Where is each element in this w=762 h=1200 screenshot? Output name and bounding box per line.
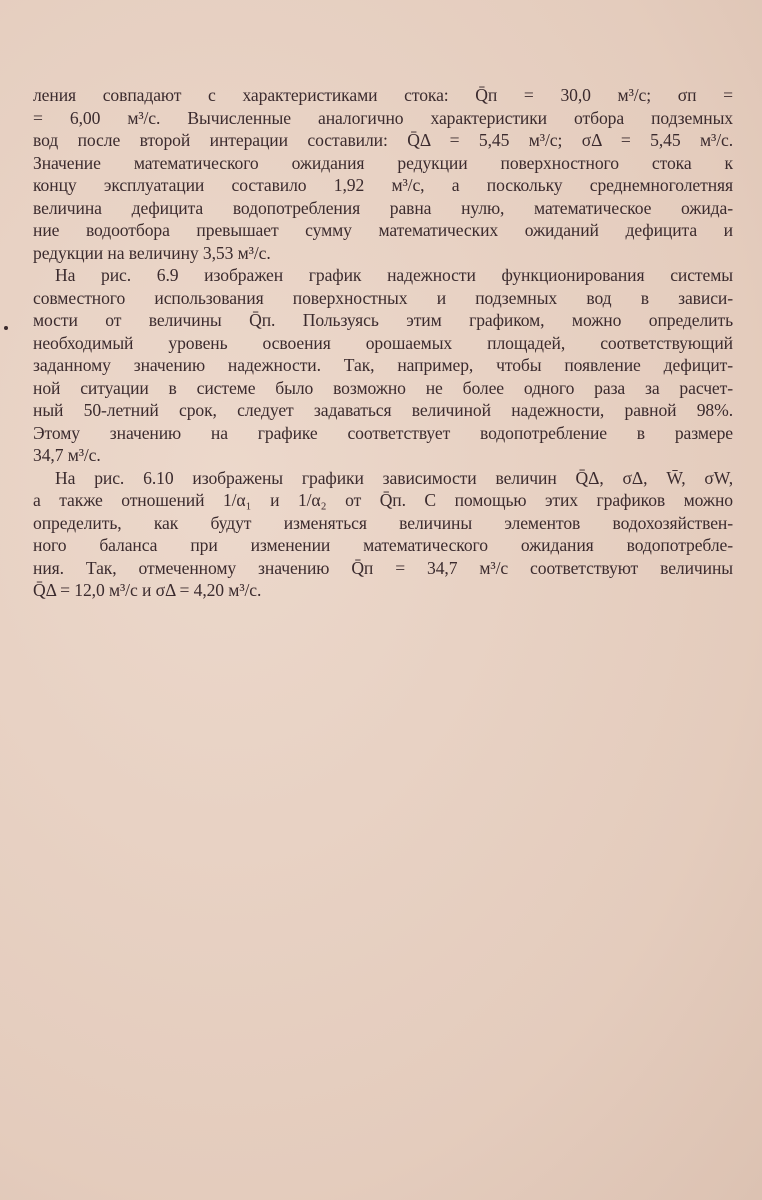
paragraph — [33, 264, 733, 467]
text-line: = 6,00 м³/с. Вычисленные аналогично характеристики отбора подземных — [33, 107, 733, 128]
document-page — [33, 84, 733, 602]
text-line: определить, как будут изменяться величины элементов водохозяйствен- — [33, 512, 733, 533]
text-line: Значение математического ожидания редукции поверхностного стока к — [33, 152, 733, 173]
text-line: ный 50-летний срок, следует задаваться величиной надежности, равной 98%. — [33, 400, 733, 420]
text-line: 34,7 м³/с. — [33, 445, 101, 465]
scan-speck — [4, 326, 8, 330]
text-line: а также отношений 1/α₁ и 1/α₂ от Q̄п. С помощью этих графиков можно — [33, 490, 733, 510]
text-line: ной ситуации в системе было возможно не более одного раза за расчет- — [33, 377, 733, 398]
text-line: На рис. 6.9 изображен график надежности функционирования системы — [55, 265, 733, 285]
text-line: концу эксплуатации составило 1,92 м³/с, а поскольку среднемноголетняя — [33, 175, 733, 195]
text-line: редукции на величину 3,53 м³/с. — [33, 242, 271, 263]
text-line: На рис. 6.10 изображены графики зависимости величин Q̄Δ, σΔ, W̄, σW, — [55, 467, 733, 488]
text-line: ного баланса при изменении математического ожидания водопотребле- — [33, 535, 733, 555]
text-line: Этому значению на графике соответствует водопотребление в размере — [33, 422, 733, 443]
text-line: ния. Так, отмеченному значению Q̄п = 34,7 м³/с соответствуют величины — [33, 557, 733, 578]
text-line: величина дефицита водопотребления равна нулю, математическое ожида- — [33, 197, 733, 218]
paragraph — [33, 467, 733, 602]
text-line: заданному значению надежности. Так, например, чтобы появление дефицит- — [33, 355, 733, 375]
text-line: ние водоотбора превышает сумму математических ожиданий дефицита и — [33, 220, 733, 240]
text-line: вод после второй интерации составили: Q̄Δ = 5,45 м³/с; σΔ = 5,45 м³/с. — [33, 130, 733, 150]
text-line: совместного использования поверхностных и подземных вод в зависи- — [33, 287, 733, 308]
text-line: Q̄Δ = 12,0 м³/с и σΔ = 4,20 м³/с. — [33, 580, 262, 600]
text-line: ления совпадают с характеристиками стока: Q̄п = 30,0 м³/с; σп = — [33, 85, 733, 105]
text-line: необходимый уровень освоения орошаемых площадей, соответствующий — [33, 332, 733, 353]
paragraph — [33, 84, 733, 264]
text-line: мости от величины Q̄п. Пользуясь этим графиком, можно определить — [33, 310, 733, 330]
